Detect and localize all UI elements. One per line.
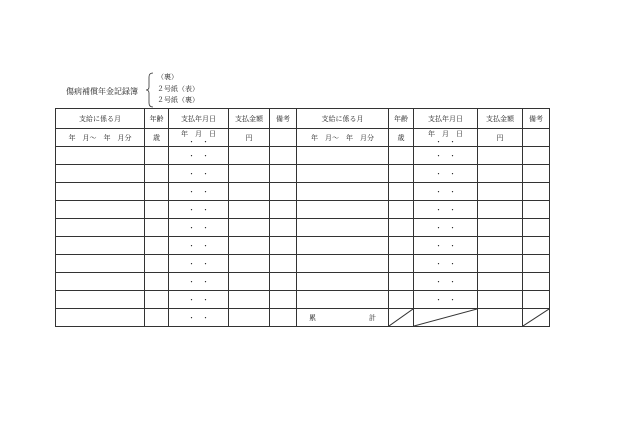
age-cell[interactable] <box>145 291 169 309</box>
paydate-cell[interactable]: ・ ・ <box>169 201 229 219</box>
total-paydate-struck-cell <box>414 309 478 327</box>
amount-cell[interactable] <box>478 237 523 255</box>
paydate-cell[interactable]: ・ ・ <box>414 237 478 255</box>
paydate-dots: ・ ・ <box>188 137 209 146</box>
total-label-right: 計 <box>369 313 376 322</box>
paydate-cell[interactable]: ・ ・ <box>414 147 478 165</box>
month-cell[interactable] <box>56 219 145 237</box>
paydate-cell[interactable]: ・ ・ <box>414 255 478 273</box>
amount-cell[interactable] <box>478 147 523 165</box>
amount-cell[interactable] <box>478 165 523 183</box>
col-header-amount-left: 支払金額 <box>229 109 270 129</box>
month-cell[interactable] <box>56 255 145 273</box>
remarks-cell[interactable] <box>270 219 297 237</box>
remarks-cell[interactable] <box>270 291 297 309</box>
remarks-cell[interactable] <box>523 237 550 255</box>
paydate-cell[interactable]: ・ ・ <box>169 219 229 237</box>
age-cell[interactable] <box>389 255 414 273</box>
remarks-cell[interactable] <box>270 201 297 219</box>
amount-cell[interactable] <box>478 183 523 201</box>
age-cell[interactable] <box>389 291 414 309</box>
table-row <box>56 255 550 273</box>
age-cell[interactable] <box>389 273 414 291</box>
month-cell[interactable] <box>297 291 389 309</box>
remarks-cell[interactable] <box>270 237 297 255</box>
month-cell[interactable] <box>56 309 145 327</box>
age-cell[interactable] <box>145 165 169 183</box>
diagonal-strike <box>389 309 413 326</box>
month-cell[interactable] <box>56 237 145 255</box>
age-cell[interactable] <box>145 201 169 219</box>
month-cell[interactable] <box>297 147 389 165</box>
remarks-cell[interactable] <box>523 201 550 219</box>
remarks-cell[interactable] <box>523 291 550 309</box>
month-cell[interactable] <box>297 219 389 237</box>
month-cell[interactable] <box>56 165 145 183</box>
total-label-left: 累 <box>309 313 316 322</box>
col-header-age-left: 年齢 <box>145 109 169 129</box>
remarks-cell[interactable] <box>523 183 550 201</box>
remarks-cell[interactable] <box>270 183 297 201</box>
age-cell[interactable] <box>389 165 414 183</box>
brace-icon <box>145 72 155 108</box>
table-row <box>56 273 550 291</box>
age-cell[interactable]: 歳 <box>389 129 414 147</box>
diagonal-strike <box>414 309 477 326</box>
amount-cell[interactable] <box>478 273 523 291</box>
age-cell[interactable] <box>145 147 169 165</box>
amount-cell[interactable] <box>229 147 270 165</box>
remarks-cell[interactable] <box>270 273 297 291</box>
month-cell[interactable] <box>297 183 389 201</box>
amount-cell[interactable] <box>478 291 523 309</box>
paydate-cell[interactable] <box>169 129 229 147</box>
total-age-struck-cell <box>389 309 414 327</box>
paydate-cell[interactable]: ・ ・ <box>414 165 478 183</box>
col-header-month-right: 支給に係る月 <box>297 109 389 129</box>
amount-cell[interactable] <box>229 219 270 237</box>
amount-cell[interactable]: 円 <box>229 129 270 147</box>
amount-cell[interactable] <box>478 219 523 237</box>
month-cell[interactable] <box>297 273 389 291</box>
month-cell[interactable] <box>56 291 145 309</box>
col-header-paydate-left: 支払年月日 <box>169 109 229 129</box>
remarks-cell[interactable] <box>523 219 550 237</box>
month-cell[interactable] <box>56 183 145 201</box>
col-header-month-left: 支給に係る月 <box>56 109 145 129</box>
paydate-cell[interactable]: ・ ・ <box>169 147 229 165</box>
paydate-cell[interactable]: ・ ・ <box>169 309 229 327</box>
ledger-table <box>55 108 550 327</box>
age-cell[interactable] <box>145 219 169 237</box>
paydate-dots: ・ ・ <box>435 137 456 146</box>
amount-cell[interactable] <box>229 183 270 201</box>
paydate-cell[interactable] <box>414 129 478 147</box>
month-cell[interactable] <box>56 147 145 165</box>
month-cell[interactable]: 年 月〜 年 月分 <box>297 129 389 147</box>
paydate-cell[interactable]: ・ ・ <box>414 201 478 219</box>
paydate-cell[interactable]: ・ ・ <box>169 237 229 255</box>
title-line-back: （裏） <box>157 73 178 81</box>
total-amount-cell[interactable] <box>478 309 523 327</box>
age-cell[interactable] <box>145 183 169 201</box>
amount-cell[interactable] <box>229 201 270 219</box>
month-cell[interactable] <box>56 273 145 291</box>
total-label <box>297 313 388 323</box>
age-cell[interactable] <box>145 255 169 273</box>
amount-cell[interactable] <box>229 291 270 309</box>
age-cell[interactable] <box>145 273 169 291</box>
amount-cell[interactable]: 円 <box>478 129 523 147</box>
month-cell[interactable] <box>297 201 389 219</box>
remarks-cell[interactable] <box>270 255 297 273</box>
age-cell[interactable] <box>389 201 414 219</box>
age-cell[interactable] <box>389 147 414 165</box>
age-cell[interactable] <box>389 237 414 255</box>
paydate-cell[interactable]: ・ ・ <box>169 273 229 291</box>
col-header-amount-right: 支払金額 <box>478 109 523 129</box>
diagonal-strike <box>523 309 549 326</box>
total-remarks-struck-cell <box>523 309 550 327</box>
paydate-cell[interactable]: ・ ・ <box>414 273 478 291</box>
age-cell[interactable] <box>145 309 169 327</box>
title-lines <box>157 72 199 107</box>
amount-cell[interactable] <box>229 165 270 183</box>
amount-cell[interactable] <box>229 273 270 291</box>
paydate-cell[interactable]: ・ ・ <box>169 291 229 309</box>
table-row <box>56 219 550 237</box>
remarks-cell[interactable] <box>270 165 297 183</box>
remarks-cell[interactable] <box>523 165 550 183</box>
col-header-remarks-right: 備考 <box>523 109 550 129</box>
col-header-paydate-right: 支払年月日 <box>414 109 478 129</box>
remarks-cell[interactable] <box>270 147 297 165</box>
amount-cell[interactable] <box>478 201 523 219</box>
table-row <box>56 291 550 309</box>
paydate-cell[interactable]: ・ ・ <box>414 219 478 237</box>
paydate-unit-label: 年 月 日 <box>428 129 463 138</box>
month-cell[interactable] <box>297 255 389 273</box>
age-cell[interactable] <box>145 237 169 255</box>
remarks-cell[interactable] <box>270 309 297 327</box>
table-row <box>56 165 550 183</box>
age-cell[interactable]: 歳 <box>145 129 169 147</box>
col-header-age-right: 年齢 <box>389 109 414 129</box>
table-row <box>56 237 550 255</box>
age-cell[interactable] <box>389 183 414 201</box>
table-row <box>56 201 550 219</box>
total-row <box>56 309 550 327</box>
month-cell[interactable]: 年 月〜 年 月分 <box>56 129 145 147</box>
amount-cell[interactable] <box>229 255 270 273</box>
table-row <box>56 183 550 201</box>
remarks-cell[interactable] <box>523 147 550 165</box>
paydate-cell[interactable]: ・ ・ <box>169 183 229 201</box>
paydate-unit-label: 年 月 日 <box>181 129 216 138</box>
remarks-cell[interactable] <box>270 129 297 147</box>
age-cell[interactable] <box>389 219 414 237</box>
amount-cell[interactable] <box>229 309 270 327</box>
amount-cell[interactable] <box>478 255 523 273</box>
paydate-cell[interactable]: ・ ・ <box>414 183 478 201</box>
month-cell[interactable] <box>56 201 145 219</box>
table-row <box>56 129 550 147</box>
col-header-remarks-left: 備考 <box>270 109 297 129</box>
month-cell[interactable] <box>297 237 389 255</box>
header-row <box>56 109 550 129</box>
total-label-cell <box>297 309 389 327</box>
paydate-cell[interactable]: ・ ・ <box>169 165 229 183</box>
title-line-front: ２号紙（表） <box>157 84 199 93</box>
table-row <box>56 147 550 165</box>
month-cell[interactable] <box>297 165 389 183</box>
paydate-cell[interactable]: ・ ・ <box>169 255 229 273</box>
remarks-cell[interactable] <box>523 273 550 291</box>
amount-cell[interactable] <box>229 237 270 255</box>
remarks-cell[interactable] <box>523 255 550 273</box>
form-title: 傷病補償年金記録簿 <box>66 87 138 96</box>
remarks-cell[interactable] <box>523 129 550 147</box>
paydate-cell[interactable]: ・ ・ <box>414 291 478 309</box>
title-line-back-2: ２号紙（裏） <box>157 96 199 104</box>
